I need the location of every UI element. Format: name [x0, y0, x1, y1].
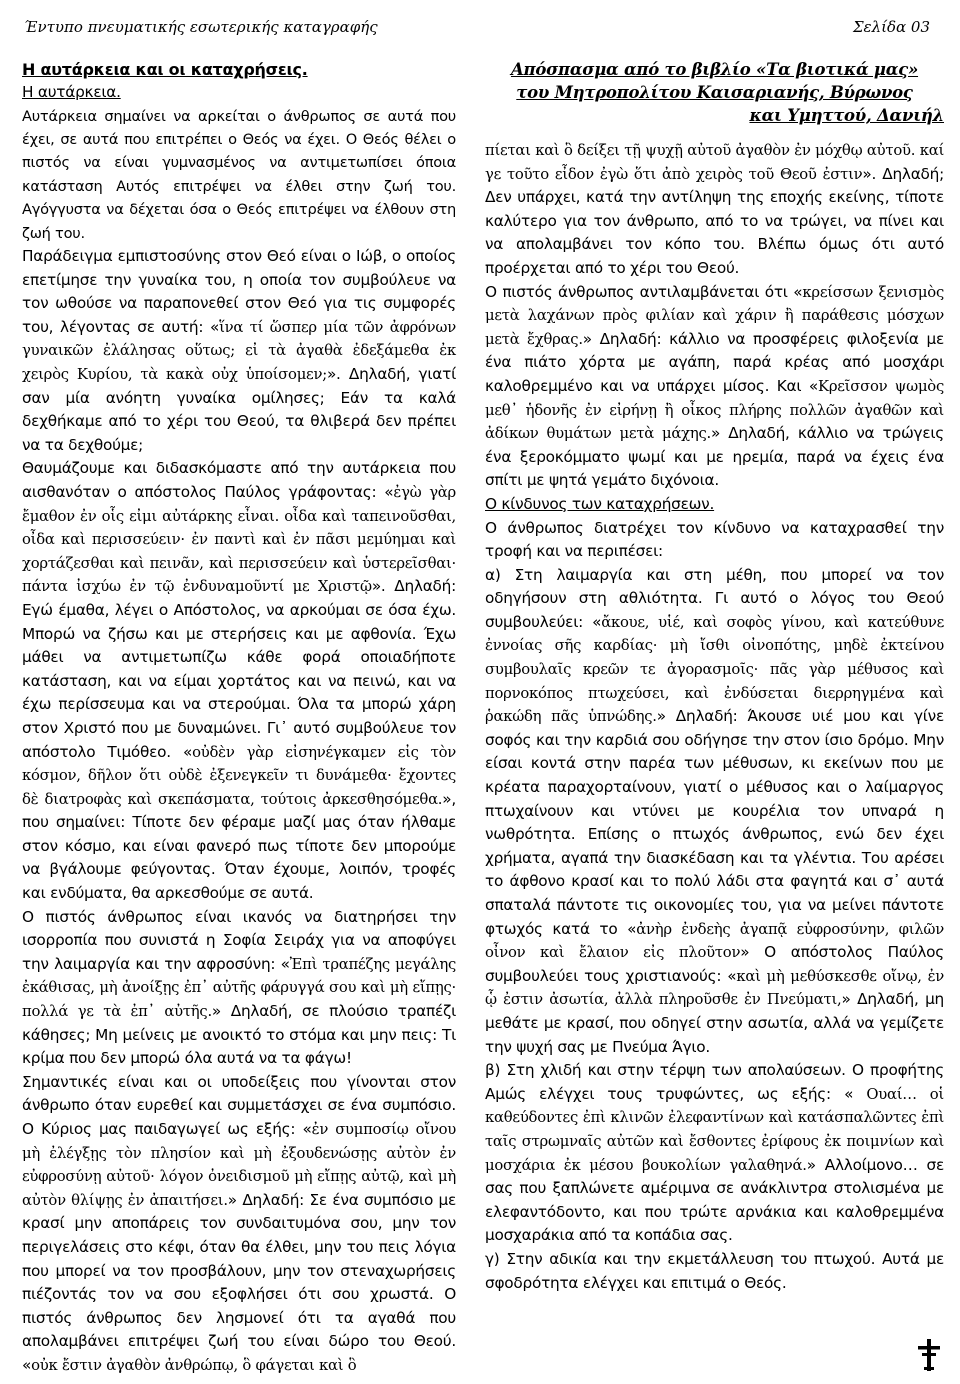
paragraph-danger-intro: Ο άνθρωπος διατρέχει τον κίνδυνο να καταχρασθεί την τροφή και να περιπέσει:: [485, 518, 944, 561]
paragraph-luxury: β) Στη χλιδή και στην τέρψη των απολαύσεων. Ο προφήτης Αμώς ελέγχει τους τρυφώντες, ως εξής: « Ουαί… οἱ καθεύδοντες ἐπὶ κλινῶν ἐλεφαντίνων καὶ κατάσπαλῶντες ἐπὶ ταῖς στρωμναῖς αὐτῶν καὶ ἔσθοντες ἐρίφους ἐκ ποιμνίων καὶ μοσχάρια ἐκ μέσου βουκολίων γαλαθηνά.» Αλλοίμονο… σε σας που ξαπλώνετε αμέριμνα σε ανάκλιντρα στολισμένα με ελεφαντόδοντο, και που τρώτε αρνάκια και καλοθρεμμένα μοσχαράκια από τα κοπάδια σας.: [485, 1061, 944, 1245]
article-title: Η αυτάρκεια και οι καταχρήσεις.: [22, 60, 308, 79]
paragraph-injustice: γ) Στην αδικία και την εκμετάλλευση του πτωχού. Αυτά με σφοδρότητα ελέγχει και επιτιμά ο Θεός.: [485, 1249, 944, 1292]
ancient-quote: ἵνα τί ὥσπερ μία τῶν ἀφρόνων γυναικῶν ἐλάλησας οὕτως; εἰ τὰ ἀγαθὰ ἐδεξάμεθα ἐκ χειρὸς Κυρίου, τὰ κακὰ οὐχ ὑποίσομεν;: [22, 318, 456, 383]
paragraph-sirach: Ο πιστός άνθρωπος είναι ικανός να διατηρήσει την ισορροπία που συνιστά η Σοφία Σειράχ για να αποφύγει την λαιμαργία και την αφροσύνη: «Ἐπὶ τραπέζης μεγάλης ἐκάθισας, μὴ ἀνοίξῃς ἐπ᾽ αὐτῆς φάρυγγά σου καὶ μὴ εἴπῃς· πολλά γε τὰ ἐπ᾽ αὐτῆς.» Δηλαδή, σε πλούσιο τραπέζι κάθησες; Μη μείνεις με ανοικτό το στόμα και μην πεις: Τι κρίμα που δεν μπορώ όλα αυτά να τα φάγω!: [22, 907, 456, 1068]
paragraph-job: Παράδειγμα εμπιστοσύνης στον Θεό είναι ο Ιώβ, ο οποίος επετίμησε την γυναίκα του, η οποία τον συμβούλευε να τον ωθούσε να παραπονεθεί στον Θεό για τις συμφορές του, λέγοντας σε αυτή: «ἵνα τί ὥσπερ μία τῶν ἀφρόνων γυναικῶν ἐλάλησας οὕτως; εἰ τὰ ἀγαθὰ ἐδεξάμεθα ἐκ χειρὸς Κυρίου, τὰ κακὰ οὐχ ὑποίσομεν;». Δηλαδή, γιατί σαν μία ανόητη γυναίκα ομίλησες; Εάν τα καλά δεχθήκαμε από το χέρι του Θεού, τα θλιβερά δεν πρέπει να τα δεχθούμε;: [22, 247, 456, 454]
section-heading-self-sufficiency: Η αυτάρκεια.: [22, 83, 121, 101]
ancient-quote: Κρεῖσσον ψωμὸς μεθ᾽ ἡδονῆς ἐν εἰρήνῃ ἢ οἶκος πλήρης πολλῶν ἀγαθῶν καὶ ἀδίκων θυμάτων μετὰ μάχης.: [485, 377, 945, 443]
ancient-quote: ἐν συμποσίῳ οἴνου μὴ ἐλέγξῃς τὸν πλησίον καὶ μὴ ἐξουδενώσῃς αὐτὸν ἐν εὐφροσύνῃ αὐτοῦ· λόγον ὀνειδισμοῦ μὴ εἴπῃς αὐτῷ, καὶ μὴ αὐτὸν θλίψῃς ἐν ἀπαιτήσει.: [22, 1121, 457, 1209]
left-column: [22, 58, 456, 1378]
ancient-quote: ἀνὴρ ἐνδεὴς ἀγαπᾷ εὐφροσύνην, φιλῶν οἶνον καὶ ἔλαιον εἰς πλοῦτον: [485, 920, 944, 962]
ancient-quote: καὶ μὴ μεθύσκεσθε οἴνῳ, ἐν ᾧ ἐστιν ἀσωτία, ἀλλὰ πληροῦσθε ἐν Πνεύματι,: [485, 967, 945, 1009]
paragraph-ecclesiastes: πίεται καὶ ὃ δείξει τῇ ψυχῇ αὐτοῦ ἀγαθὸν ἐν μόχθῳ αὐτοῦ. καί γε τοῦτο εἶδον ἐγὼ ὅτι ἀπὸ χειρὸς τοῦ Θεοῦ ἐστιν». Δηλαδή; Δεν υπάρχει, κατά την αντίληψη της εποχής εκείνης, τίποτε καλύτερο για τον άνθρωπο, από το να τρώγει, να πίνει και να απολαμβάνει τον κόπο του. Βλέπω όμως ότι αυτό προέρχεται από το χέρι του Θεού.: [485, 142, 944, 277]
ancient-quote: ἄκουε, υἱέ, καὶ σοφὸς γίνου, καὶ κατεύθυνε ἐννοίας σῆς καρδίας· μὴ ἴσθι οἰνοπότης, μηδὲ ἐκτείνου συμβουλαῖς κρεῶν τε ἀγορασμοῖς· πᾶς γὰρ μέθυσος καὶ πορνοκόπος πτωχεύσει, καὶ ἐνδύσεται διερρηγμένα καὶ ῥακώδη πᾶς ὑπνώδης.: [485, 613, 944, 726]
cross-icon: [914, 1338, 944, 1372]
excerpt-title: Απόσπασμα από το βιβλίο «Τα βιοτικά μας» του Μητροπολίτου Καισαριανής, Βύρωνος και Υμηττού, Δανιήλ: [510, 60, 944, 125]
paragraph-paul: Θαυμάζουμε και διδασκόμαστε από την αυτάρκεια που αισθανόταν ο απόστολος Παύλος γράφοντας: «ἐγὼ γὰρ ἔμαθον ἐν οἷς εἰμι αὐτάρκης εἶναι. οἶδα καὶ ταπεινοῦσθαι, οἶδα καὶ περισσεύειν· ἐν παντὶ καὶ ἐν πᾶσι μεμύημαι καὶ χορτάζεσθαι καὶ πεινᾶν, καὶ περισσεύειν καὶ ὑστερεῖσθαι· πάντα ἰσχύω ἐν τῷ ἐνδυναμοῦντί με Χριστῷ». Δηλαδή: Εγώ έμαθα, λέγει ο Απόστολος, να αρκούμαι σε όσα έχω. Μπορώ να ζήσω και με στερήσεις και με αφθονία. Έχω μάθει να αντιμετωπίζω κάθε φορά οποιαδήποτε κατάσταση, και να είμαι χορτάτος και να πεινώ, και να έχω περίσσευμα και να στερούμαι. Όλα τα μπορώ χάρη στον Χριστό που με δυναμώνει. Γι᾽ αυτό συμβούλευε τον απόστολο Τιμόθεο. «οὐδὲν γὰρ εἰσηνέγκαμεν εἰς τὸν κόσμον, δῆλον ὅτι οὐδὲ ἐξενεγκεῖν τι δυνάμεθα· ἔχοντες δὲ διατροφὰς καὶ σκεπάσματα, τούτοις ἀρκεσθησόμεθα.», που σημαίνει: Τίποτε δεν φέραμε μαζί μας όταν ήλθαμε στον κόσμο, και είναι φανερό πως τίποτε δεν μπορούμε να βγάλουμε φεύγοντας. Όταν έχουμε, λοιπόν, τροφές και ενδύματα, θα αρκεσθούμε σε αυτά.: [22, 459, 457, 903]
ancient-quote: κρείσσων ξενισμὸς μετὰ λαχάνων πρὸς φιλίαν καὶ χάριν ἢ παράθεσις μόσχων μετὰ ἔχθρας.: [485, 283, 944, 348]
intro-paragraph: Αυτάρκεια σημαίνει να αρκείται ο άνθρωπος σε αυτά που έχει, σε αυτά που επιτρέπει ο Θεός να έχει. Ο Θεός θέλει ο πιστός να είναι γυμνασμένος να αντιμετωπίσει όποια κατάσταση Αυτός επιτρέψει να έλθει στην ζωή του. Αγόγγυστα να δέχεται όσα ο Θεός επιτρέψει να έλθουν στη ζωή του.: [22, 107, 456, 242]
ancient-quote: οὐκ ἔστιν ἀγαθὸν ἀνθρώπῳ, ὃ φάγεται καὶ ὃ: [31, 1356, 357, 1374]
ancient-quote: ἐγὼ γὰρ ἔμαθον ἐν οἷς εἰμι αὐτάρκης εἶναι. οἶδα καὶ ταπεινοῦσθαι, οἶδα καὶ περισσεύειν· ἐν παντὶ καὶ ἐν πᾶσι μεμύημαι καὶ χορτάζεσθαι καὶ πεινᾶν, καὶ περισσεύειν καὶ ὑστερεῖσθαι· πάντα ἰσχύω ἐν τῷ ἐνδυναμοῦντί με Χριστῷ: [22, 483, 456, 596]
ancient-quote: οὐδὲν γὰρ εἰσηνέγκαμεν εἰς τὸν κόσμον, δῆλον ὅτι οὐδὲ ἐξενεγκεῖν τι δυνάμεθα· ἔχοντες δὲ διατροφὰς καὶ σκεπάσματα, τούτοις ἀρκεσθησόμεθα.: [22, 743, 457, 808]
paragraph-gluttony: α) Στη λαιμαργία και στη μέθη, που μπορεί να τον οδηγήσουν στη αθλιότητα. Γι αυτό ο λόγος του Θεού συμβουλεύει: «ἄκουε, υἱέ, καὶ σοφὸς γίνου, καὶ κατεύθυνε ἐννοίας σῆς καρδίας· μὴ ἴσθι οἰνοπότης, μηδὲ ἐκτείνου συμβουλαῖς κρεῶν τε ἀγορασμοῖς· πᾶς γὰρ μέθυσος καὶ πορνοκόπος πτωχεύσει, καὶ ἐνδύσεται διερρηγμένα καὶ ῥακώδη πᾶς ὑπνώδης.» Δηλαδή: Άκουσε υιέ μου και γίνε σοφός και την καρδιά σου οδήγησε την στον ίσιο δρόμο. Μην είσαι κοντά στην παρέα των μέθυσων, κι εκείνων που με κρέατα παραχορταίνουν, γιατί ο μέθυσος και ο λαίμαργος πτωχαίνουν και ντύνει με κουρέλια τον υπναρά η νωθρότητα. Επίσης ο πτωχός άνθρωπος, ενώ δεν έχει χρήματα, αγαπά την διασκέδαση και τα γλέντια. Του αρέσει το άφθονο κρασί και το πολύ λάδι στα φαγητά και σ᾽ αυτά σπαταλά πάντοτε τις οικονομίες του, για να μείνει πάντοτε φτωχός κατά το «ἀνὴρ ἐνδεὴς ἀγαπᾷ εὐφροσύνην, φιλῶν οἶνον καὶ ἔλαιον εἰς πλοῦτον» Ο απόστολος Παύλος συμβουλεύει τους χριστιανούς: «καὶ μὴ μεθύσκεσθε οἴνῳ, ἐν ᾧ ἐστιν ἀσωτία, ἀλλὰ πληροῦσθε ἐν Πνεύματι,» Δηλαδή, μη μεθάτε με κρασί, που οδηγεί στην ασωτία, αλλά να γεμίζετε την ψυχή σας με Πνεύμα Άγιο.: [485, 565, 945, 1056]
page-header: [24, 18, 930, 42]
paragraph-proverbs: Ο πιστός άνθρωπος αντιλαμβάνεται ότι «κρείσσων ξενισμὸς μετὰ λαχάνων πρὸς φιλίαν καὶ χάριν ἢ παράθεσις μόσχων μετὰ ἔχθρας.» Δηλαδή: κάλλιο να προσφέρεις φιλοξενία με ένα πιάτο χόρτα με αγάπη, παρά κρέας από μοσχάρι καλοθρεμμένο και να υπάρχει μίσος. Και «Κρεῖσσον ψωμὸς μεθ᾽ ἡδονῆς ἐν εἰρήνῃ ἢ οἶκος πλήρης πολλῶν ἀγαθῶν καὶ ἀδίκων θυμάτων μετὰ μάχης.» Δηλαδή, κάλλιο να τρώγεις ένα ξεροκόμματο ψωμί και με ηρεμία, παρά να έχεις ένα σπίτι με ψητά γεμάτο διχόνοια.: [485, 282, 945, 490]
right-column: [485, 58, 944, 1295]
page-number: Σελίδα 03: [852, 18, 930, 36]
ancient-quote: Ουαί… οἱ καθεύδοντες ἐπὶ κλινῶν ἐλεφαντίνων καὶ κατάσπαλῶντες ἐπὶ ταῖς στρωμναῖς αὐτῶν καὶ ἔσθοντες ἐρίφους ἐκ ποιμνίων καὶ μοσχάρια ἐκ μέσου βουκολίων γαλαθηνά.: [485, 1085, 944, 1174]
section-heading-dangers: Ο κίνδυνος των καταχρήσεων.: [485, 494, 715, 513]
paragraph-symposium: Σημαντικές είναι και οι υποδείξεις που γίνονται στον άνθρωπο όταν ευρεθεί και συμμετάσχει σε ένα συμπόσιο. Ο Κύριος μας παιδαγωγεί ως εξής: «ἐν συμποσίῳ οἴνου μὴ ἐλέγξῃς τὸν πλησίον καὶ μὴ ἐξουδενώσῃς αὐτὸν ἐν εὐφροσύνῃ αὐτοῦ· λόγον ὀνειδισμοῦ μὴ εἴπῃς αὐτῷ, καὶ μὴ αὐτὸν θλίψῃς ἐν ἀπαιτήσει.» Δηλαδή: Σε ένα συμπόσιο με κρασί μην αποπάρεις τον συνδαιτυμόνα σου, μην τον περιγελάσεις στο κέφι, όταν θα έλθει, μην του πεις λόγια που μπορεί να τον προσβάλουν, μην τον στεναχωρήσεις πιέζοντάς τον να σου εξοφλήσει ότι σου χρωστά. Ο πιστός άνθρωπος δεν λησμονεί ότι τα αγαθά που απολαμβάνει επιτρέψει ζωή του είναι δώρο του Θεού. «οὐκ ἔστιν ἀγαθὸν ἀνθρώπῳ, ὃ φάγεται καὶ ὃ: [22, 1072, 457, 1374]
ancient-quote: πίεται καὶ ὃ δείξει τῇ ψυχῇ αὐτοῦ ἀγαθὸν ἐν μόχθῳ αὐτοῦ. καί γε τοῦτο εἶδον ἐγὼ ὅτι ἀπὸ χειρὸς τοῦ Θεοῦ ἐστιν: [485, 142, 944, 183]
ancient-quote: Ἐπὶ τραπέζης μεγάλης ἐκάθισας, μὴ ἀνοίξῃς ἐπ᾽ αὐτῆς φάρυγγά σου καὶ μὴ εἴπῃς· πολλά γε τὰ ἐπ᾽ αὐτῆς.: [22, 955, 456, 1021]
publication-title: Έντυπο πνευματικής εσωτερικής καταγραφής: [24, 18, 378, 36]
